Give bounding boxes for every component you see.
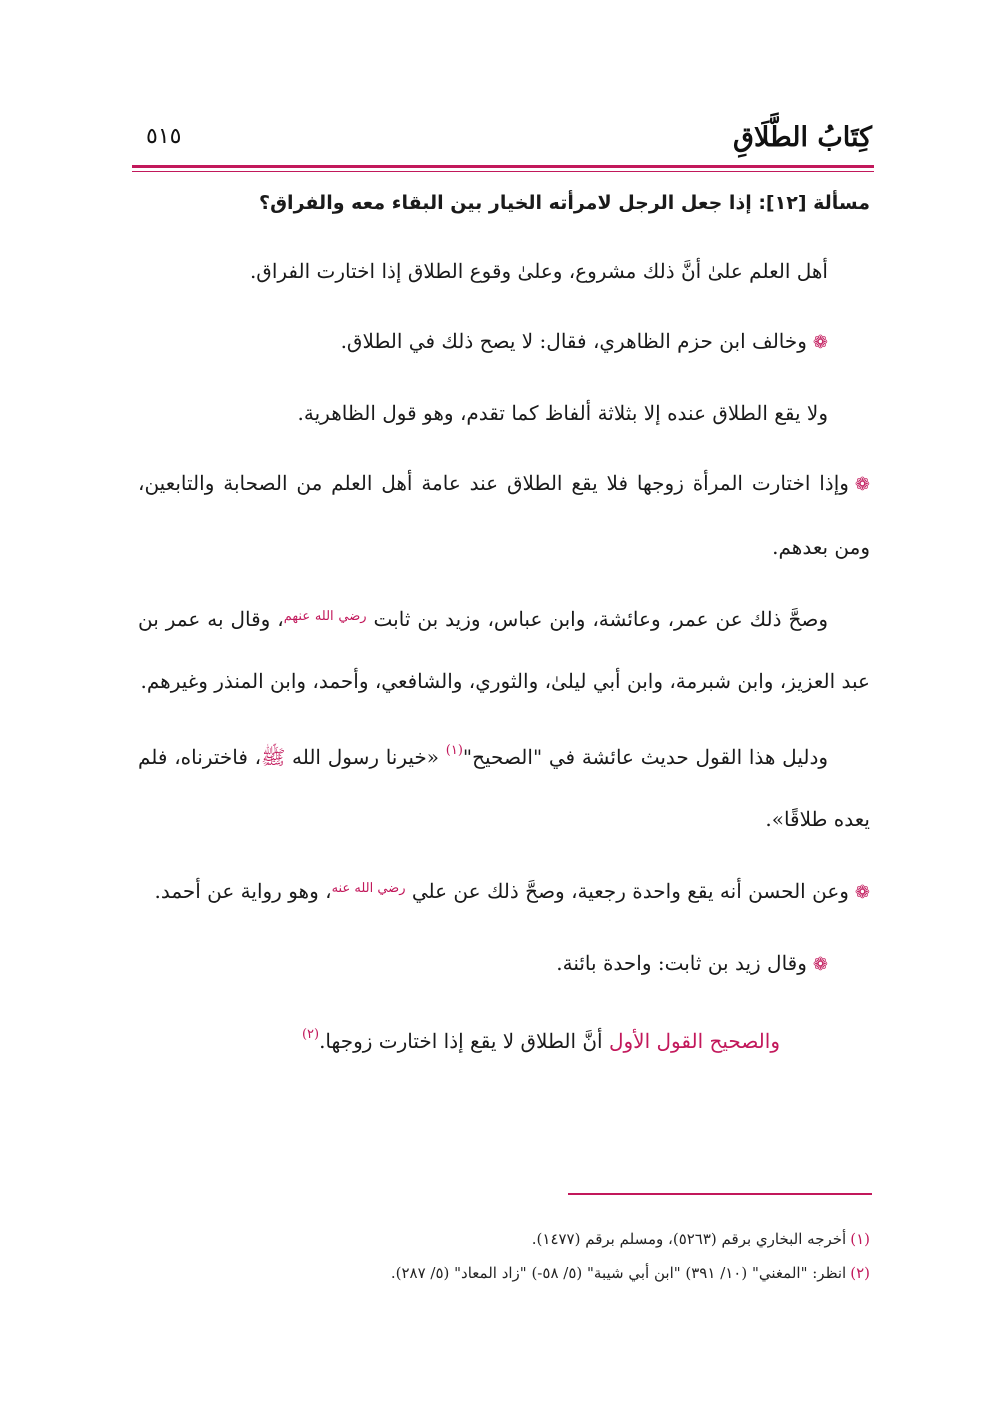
paragraph-9 — [138, 1004, 870, 1072]
paragraph-8-text: وقال زيد بن ثابت: واحدة بائنة. — [556, 951, 807, 976]
question-heading: مسألة [١٢]: إذا جعل الرجل لامرأته الخيار بين البقاء معه والفراق؟ — [259, 192, 870, 214]
paragraph-2-text: وخالف ابن حزم الظاهري، فقال: لا يصح ذلك في الطلاق. — [340, 329, 807, 354]
header-rule-thick — [132, 165, 874, 168]
paragraph-3 — [138, 382, 870, 444]
paragraph-5-text-a: وصحَّ ذلك عن عمر، وعائشة، وابن عباس، وزيد بن ثابت — [373, 607, 829, 632]
honorific: رضي الله عنهم — [283, 609, 367, 625]
footnote-separator — [568, 1193, 872, 1195]
paragraph-7 — [138, 858, 870, 924]
flower-ornament-icon: ❁ — [854, 882, 870, 904]
footnote-text: أخرجه البخاري برقم (٥٢٦٣)، ومسلم برقم (١٤٧٧). — [531, 1230, 847, 1248]
page-number: ٥١٥ — [146, 124, 182, 149]
paragraph-9-text: أنَّ الطلاق لا يقع إذا اختارت زوجها. — [319, 1029, 609, 1054]
footnote-2 — [138, 1256, 870, 1290]
paragraph-1 — [138, 240, 870, 302]
paragraph-4-text: وإذا اختارت المرأة زوجها فلا يقع الطلاق عند عامة أهل العلم من الصحابة والتابعين، ومن بعدهم. — [138, 471, 870, 560]
flower-ornament-icon: ❁ — [812, 954, 828, 976]
honorific: ﷺ — [261, 745, 286, 770]
footnote-1 — [138, 1222, 870, 1256]
footnote-ref-2[interactable]: (٢) — [301, 1027, 320, 1043]
paragraph-6-text-a: ودليل هذا القول حديث عائشة في "الصحيح" — [462, 745, 829, 770]
footnote-text: انظر: "المغني" (١٠/ ٣٩١) "ابن أبي شيبة" (٥/ ٥٨-) "زاد المعاد" (٥/ ٢٨٧). — [390, 1264, 847, 1282]
footnotes — [138, 1222, 870, 1290]
paragraph-6-text-c: ، فاخترناه، فلم يعده طلاقًا». — [138, 745, 870, 832]
paragraph-5-text-b: ، وقال به عمر بن عبد العزيز، وابن شبرمة، وابن أبي ليلىٰ، والثوري، والشافعي، وأحمد، وابن المنذر وغيرهم. — [138, 607, 870, 694]
paragraph-4 — [138, 452, 870, 578]
paragraph-6-text-b: «خيرنا رسول الله — [291, 745, 446, 770]
footnote-number: (١) — [850, 1230, 870, 1248]
flower-ornament-icon: ❁ — [812, 332, 828, 354]
footnote-number: (٢) — [850, 1264, 870, 1282]
flower-ornament-icon: ❁ — [854, 474, 870, 496]
header-rule-thin — [132, 171, 874, 172]
page-header — [132, 118, 872, 162]
paragraph-7-text-a: وعن الحسن أنه يقع واحدة رجعية، وصحَّ ذلك عن علي — [411, 879, 849, 904]
honorific: رضي الله عنه — [331, 881, 406, 897]
paragraph-2 — [138, 310, 870, 374]
paragraph-1-text: أهل العلم علىٰ أنَّ ذلك مشروع، وعلىٰ وقوع الطلاق إذا اختارت الفراق. — [249, 259, 828, 284]
paragraph-7-text-b: ، وهو رواية عن أحمد. — [154, 879, 332, 904]
paragraph-3-text: ولا يقع الطلاق عنده إلا بثلاثة ألفاظ كما تقدم، وهو قول الظاهرية. — [297, 401, 828, 426]
chapter-title: كِتَابُ الطَّلَاقِ — [733, 122, 872, 153]
paragraph-5 — [138, 586, 870, 712]
paragraph-8 — [138, 932, 870, 996]
main-text — [138, 180, 870, 1080]
conclusion-label: والصحيح القول الأول — [608, 1029, 780, 1054]
paragraph-6 — [138, 720, 870, 850]
footnote-ref-1[interactable]: (١) — [445, 743, 463, 759]
